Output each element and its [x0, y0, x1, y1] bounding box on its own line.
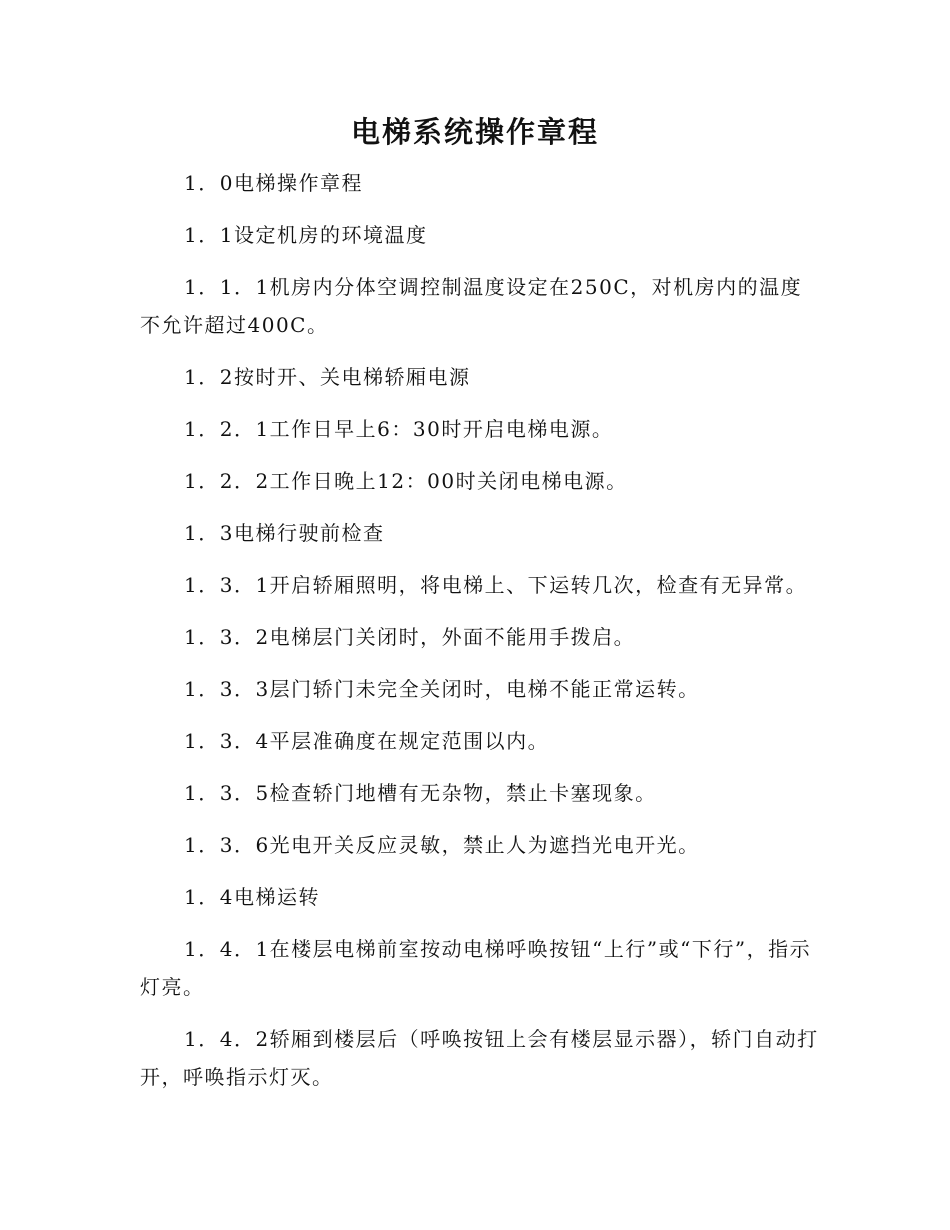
paragraph-1-4-2: 1．4．2轿厢到楼层后（呼唤按钮上会有楼层显示器），轿门自动打开，呼唤指示灯灭。 [140, 1027, 819, 1089]
paragraph-1-3-3: 1．3．3层门轿门未完全关闭时，电梯不能正常运转。 [184, 677, 700, 701]
paragraph-1-2: 1．2按时开、关电梯轿厢电源 [184, 365, 471, 389]
paragraph-1-3-5: 1．3．5检查轿门地槽有无杂物，禁止卡塞现象。 [184, 781, 657, 805]
paragraph-1-2-1: 1．2．1工作日早上6：30时开启电梯电源。 [184, 417, 614, 441]
paragraph-1-1-1: 1．1．1机房内分体空调控制温度设定在250C，对机房内的温度不允许超过400C。 [140, 275, 803, 337]
paragraph-1-1: 1．1设定机房的环境温度 [184, 223, 428, 247]
paragraph-1-4: 1．4电梯运转 [184, 885, 320, 909]
document-body [140, 164, 820, 1110]
paragraph-1-3: 1．3电梯行驶前检查 [184, 521, 385, 545]
paragraph-1-3-1: 1．3．1开启轿厢照明，将电梯上、下运转几次，检查有无异常。 [184, 573, 808, 597]
paragraph-1-4-1: 1．4．1在楼层电梯前室按动电梯呼唤按钮“上行”或“下行”，指示灯亮。 [140, 937, 812, 999]
document-title: 电梯系统操作章程 [350, 115, 599, 149]
paragraph-1-0: 1．0电梯操作章程 [184, 171, 363, 195]
paragraph-1-3-2: 1．3．2电梯层门关闭时，外面不能用手拨启。 [184, 625, 636, 649]
paragraph-1-3-6: 1．3．6光电开关反应灵敏，禁止人为遮挡光电开光。 [184, 833, 700, 857]
paragraph-1-2-2: 1．2．2工作日晚上12：00时关闭电梯电源。 [184, 469, 628, 493]
paragraph-1-3-4: 1．3．4平层准确度在规定范围以内。 [184, 729, 550, 753]
